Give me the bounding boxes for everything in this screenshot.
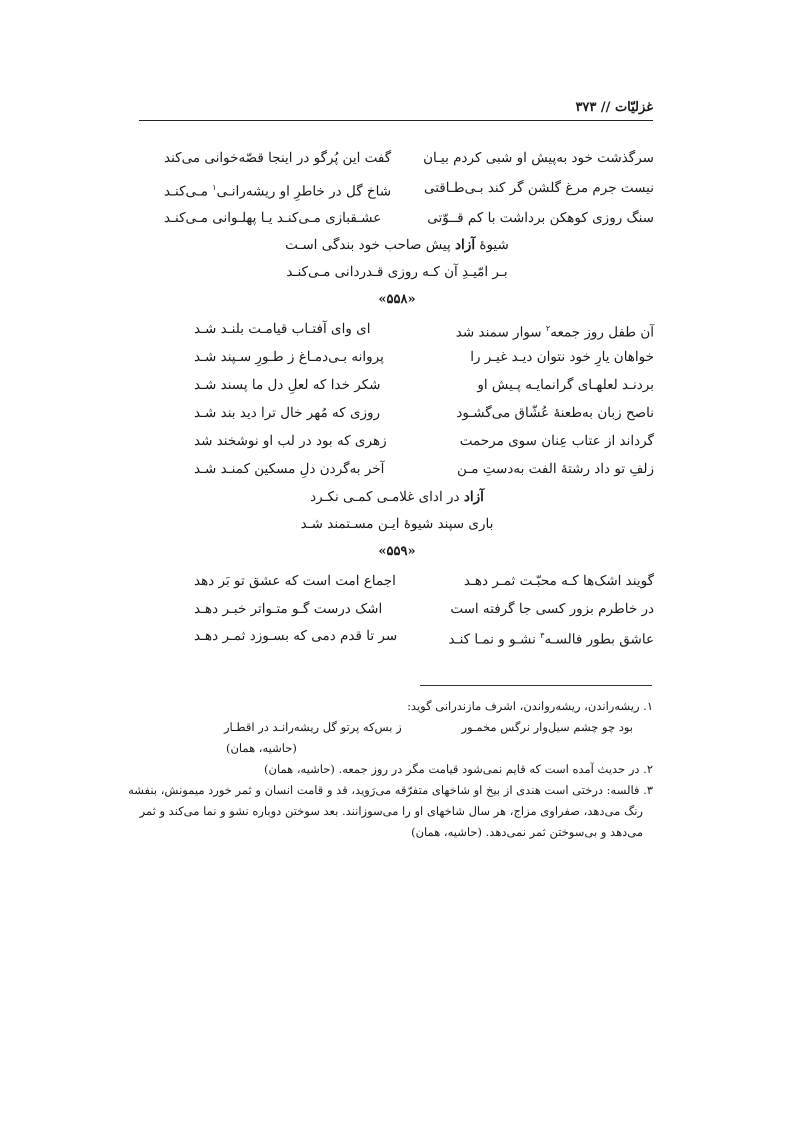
poem-number: «۵۵۸»	[378, 292, 416, 307]
couplet	[140, 566, 654, 596]
text: در ادای غلامـی کمـی نکـرد	[310, 489, 464, 505]
hemistich-2: سر تا قدم دمی که بسـوزد ثمـر دهـد	[194, 628, 398, 644]
couplet	[140, 173, 654, 203]
hemistich-1: نیست جرم مرغ گلشن گر کند بـی‌طـاقتی	[423, 180, 654, 196]
footnote-marker: ۲	[545, 324, 551, 333]
couplet	[140, 342, 654, 372]
poet-name: آزاد	[463, 489, 484, 505]
couplet	[140, 454, 654, 484]
hemistich-1	[449, 621, 654, 655]
hemistich-1: گرداند از عتاب عِنان سوی مرحمت	[459, 433, 654, 449]
hemistich-2: پروانه بـی‌دمـاغ ز طـورِ سـپند شـد	[194, 349, 384, 365]
footnote-1: ۱. ریشه‌راندن، ریشه‌رواندن، اشرف مازندرانی گوید:	[407, 699, 653, 713]
hemistich-text: عاشق بطور فالسـه	[544, 631, 654, 648]
poem-number: «۵۵۹»	[378, 544, 416, 559]
hemistich-2: آخر به‌گردن دلِ مسکین کمنـد شـد	[194, 461, 385, 477]
hemistich-text: نشـو و نمـا کنـد	[448, 631, 541, 648]
footnote-1-source: (حاشیه، همان)	[226, 741, 297, 755]
hemistich-2: گفت این پُرگو در اینجا قصّه‌خوانی می‌کند	[164, 150, 392, 166]
closing-hemistich: بـر امّیـدِ آن کـه روزی قـدردانی مـی‌کنـد	[286, 264, 508, 280]
hemistich-text: مـی‌کنـد	[164, 183, 213, 200]
footnote-2: ۲. در حدیث آمده است که قایم نمی‌شود قیامت مگر در روز جمعه. (حاشیه، همان)	[264, 762, 653, 776]
footnote-1-hemistich-2: ز بس‌که پرتو گل ریشه‌رانـد در اقطـار	[224, 720, 402, 734]
footnote-marker: ۳	[540, 631, 545, 640]
hemistich-1: ناصح زبان به‌طعنهٔ عُشّاق می‌گشـود	[456, 405, 654, 421]
hemistich-2: روزی که مُهر خال ترا دید بند شـد	[194, 405, 381, 421]
text: شیوهٔ	[475, 237, 509, 253]
couplet	[140, 370, 654, 400]
hemistich-1: گویند اشک‌ها کـه محبّـت ثمـر دهـد	[463, 573, 654, 589]
poet-name: آزاد	[455, 237, 476, 253]
footnote-1-hemistich-1: بود چو چشم سیل‌وار نرگس مخمـور	[461, 720, 633, 734]
hemistich-2: زهری که بود در لب او نوشخند شد	[194, 433, 387, 449]
footnote-3-line: می‌دهد و بی‌سوختن ثمر نمی‌دهد. (حاشیه، همان)	[411, 825, 643, 839]
footnote-rule	[420, 685, 652, 686]
hemistich-1: زلفِ تو داد رشتهٔ الفت به‌دستِ مـن	[457, 461, 654, 477]
footnote-3: ۳. فالسه: درختی است هندی از بیخ او شاخهای متفرّقه می‌رَوید، قد و قامت انسان و ثمر خورد میمونش، بنفشه	[128, 783, 653, 797]
hemistich-text: سوار سمند شد	[455, 324, 546, 341]
couplet	[140, 621, 654, 651]
hemistich-1: در خاطرم بزور کسی جا گرفته است	[450, 601, 654, 617]
hemistich-2: عشـقبازی مـی‌کنـد یـا پهلـوانی مـی‌کنـد	[164, 210, 382, 226]
closing-hemistich	[140, 230, 654, 260]
hemistich-2	[164, 173, 391, 207]
hemistich-text: آن طفل روز جمعه	[550, 324, 654, 341]
header-rule	[139, 120, 653, 121]
hemistich-2: اجماع امت است که عشق تو بَر دهد	[194, 573, 396, 589]
footnote-marker: ۱	[212, 183, 217, 192]
couplet	[140, 594, 654, 624]
couplet	[140, 398, 654, 428]
text: پیش صاحب خود بندگی اسـت	[285, 237, 456, 253]
hemistich-2: ای وای آفتـاب قیامـت بلنـد شـد	[194, 321, 371, 337]
hemistich-1: بردنـد لعلهـای گرانمایـه پـیش او	[477, 377, 654, 393]
closing-hemistich	[140, 482, 654, 512]
footnote-3-line: رنگ می‌دهد، صفراوی مزاج، هر سال شاخهای او را می‌سوزانند. بعد سوختن دوباره نشو و نما می‌کند و ثمر	[139, 804, 643, 818]
couplet	[140, 426, 654, 456]
running-head: غزلیّات // ۳۷۳	[575, 100, 653, 115]
hemistich-text: شاخ گل در خاطرِ او ریشه‌رانـی	[216, 183, 392, 200]
couplet	[140, 203, 654, 233]
hemistich-1: سرگذشت خود به‌پیش او شبی کردم بیـان	[423, 150, 654, 166]
couplet	[140, 314, 654, 344]
hemistich-1: خواهان یارِ خود نتوان دیـد غیـر را	[470, 349, 654, 365]
closing-hemistich: باری سپند شیوهٔ ایـن مسـتمند شـد	[300, 516, 494, 532]
hemistich-1: سنگ روزی کوهکن برداشت با کم قــوّتی	[427, 210, 654, 226]
hemistich-2: شکر خدا که لعلِ دل ما پسند شـد	[194, 377, 381, 393]
couplet	[140, 143, 654, 173]
hemistich-2: اشک درست گـو متـواتر خبـر دهـد	[194, 601, 383, 617]
